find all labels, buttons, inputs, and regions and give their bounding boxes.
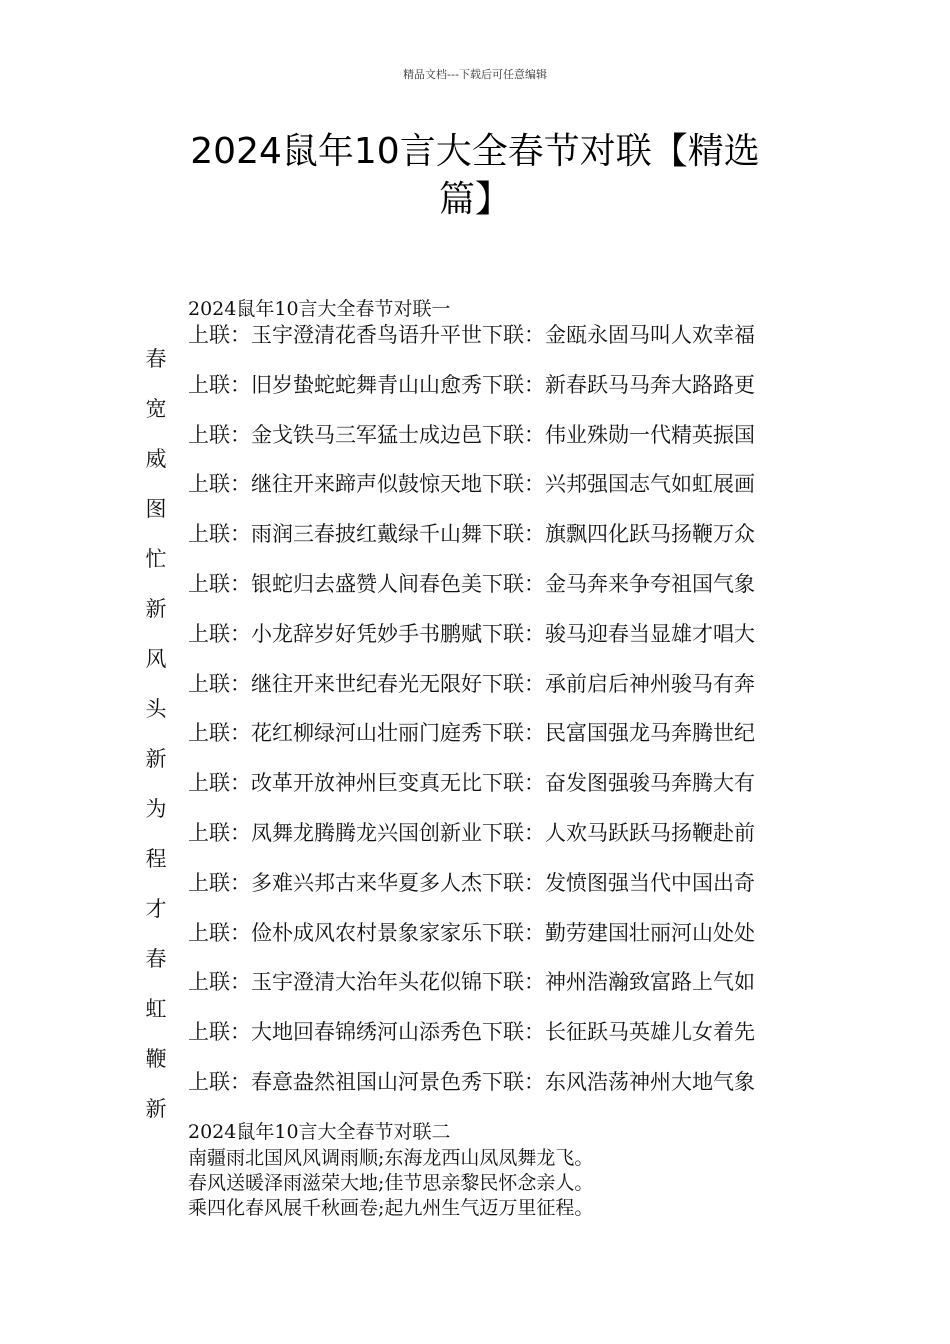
couplet-row: 上联：春意盎然祖国山河景色秀下联：东风浩荡神州大地气象: [188, 1069, 755, 1094]
couplet-line: 南疆雨北国风风调雨顺;东海龙西山凤凤舞龙飞。: [188, 1147, 594, 1169]
couplet-row: 上联：继往开来蹄声似鼓惊天地下联：兴邦强国志气如虹展画: [188, 472, 755, 497]
vertical-char: 头: [145, 697, 167, 721]
vertical-char: 春: [145, 347, 167, 371]
vertical-char: 新: [145, 597, 167, 621]
couplet-row: 上联：玉宇澄清大治年头花似锦下联：神州浩瀚致富路上气如: [188, 970, 755, 995]
vertical-char: 图: [145, 497, 167, 521]
vertical-char: 宽: [145, 397, 167, 421]
couplet-line: 乘四化春风展千秋画卷;起九州生气迈万里征程。: [188, 1197, 594, 1219]
section-2-heading: 2024鼠年10言大全春节对联二: [188, 1121, 451, 1143]
vertical-char: 鞭: [145, 1047, 167, 1071]
vertical-char: 才: [145, 897, 167, 921]
section-2-lines: [188, 1146, 828, 1221]
vertical-char: 风: [145, 647, 167, 671]
section-1-heading: 2024鼠年10言大全春节对联一: [188, 298, 451, 320]
vertical-char: 程: [145, 847, 167, 871]
couplet-row: 上联：银蛇归去盛赞人间春色美下联：金马奔来争夸祖国气象: [188, 571, 755, 596]
vertical-char: 新: [145, 747, 167, 771]
couplet-line: 春风送暖泽雨滋荣大地;佳节思亲黎民怀念亲人。: [188, 1172, 594, 1194]
couplet-row: 上联：花红柳绿河山壮丽门庭秀下联：民富国强龙马奔腾世纪: [188, 721, 755, 746]
vertical-char: 春: [145, 947, 167, 971]
vertical-char: 为: [145, 797, 167, 821]
couplet-row: 上联：改革开放神州巨变真无比下联：奋发图强骏马奔腾大有: [188, 771, 755, 796]
couplet-row: 上联：多难兴邦古来华夏多人杰下联：发愤图强当代中国出奇: [188, 870, 755, 895]
couplet-row: 上联：俭朴成风农村景象家家乐下联：勤劳建国壮丽河山处处: [188, 920, 755, 945]
page-title: [140, 128, 810, 224]
couplet-row: 上联：继往开来世纪春光无限好下联：承前启后神州骏马有奔: [188, 671, 755, 696]
couplet-list: [188, 320, 828, 1117]
couplet-row: 上联：小龙辞岁好凭妙手书鹏赋下联：骏马迎春当显雄才唱大: [188, 621, 755, 646]
title-line-1: 2024鼠年10言大全春节对联【精选: [190, 131, 760, 172]
couplet-row: 上联：雨润三春披红戴绿千山舞下联：旗飘四化跃马扬鞭万众: [188, 522, 755, 547]
vertical-text-column: [142, 347, 170, 1147]
couplet-row: 上联：金戈铁马三军猛士成边邑下联：伟业殊勋一代精英振国: [188, 422, 755, 447]
couplet-row: 上联：凤舞龙腾腾龙兴国创新业下联：人欢马跃跃马扬鞭赴前: [188, 820, 755, 845]
vertical-char: 虹: [145, 997, 167, 1021]
couplet-row: 上联：玉宇澄清花香鸟语升平世下联：金瓯永固马叫人欢幸福: [188, 323, 755, 347]
couplet-row: 上联：大地回春锦绣河山添秀色下联：长征跃马英雄儿女着先: [188, 1020, 755, 1045]
vertical-char: 威: [145, 447, 167, 471]
vertical-char: 新: [145, 1097, 167, 1121]
couplet-row: 上联：旧岁蛰蛇蛇舞青山山愈秀下联：新春跃马马奔大路路更: [188, 372, 755, 397]
title-line-2: 篇】: [438, 179, 511, 220]
header-note: 精品文档---下载后可任意编辑: [403, 68, 547, 81]
vertical-char: 忙: [145, 547, 167, 571]
